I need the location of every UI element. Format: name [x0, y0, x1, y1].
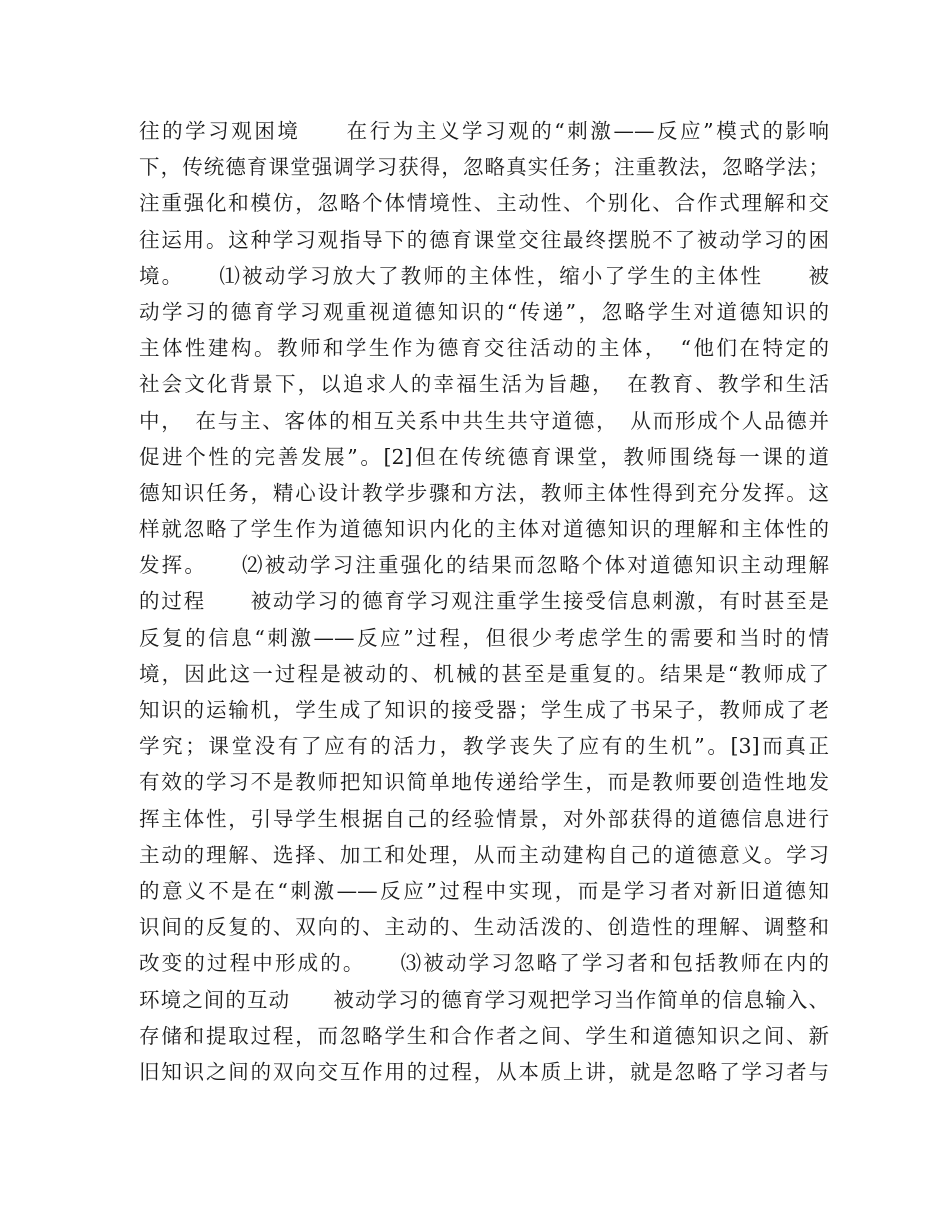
text-line: 德知识任务，精心设计教学步骤和方法，教师主体性得到充分发挥。这 — [139, 480, 829, 505]
text-line: 促进个性的完善发展”。[2]但在传统德育课堂，教师围绕每一课的道 — [139, 444, 829, 469]
body-text — [139, 113, 829, 1090]
text-line: 发挥。 ⑵被动学习注重强化的结果而忽略个体对道德知识主动理解 — [139, 553, 829, 578]
text-line: 存储和提取过程，而忽略学生和合作者之间、学生和道德知识之间、新 — [139, 1023, 829, 1048]
text-line: 社会文化背景下，以追求人的幸福生活为旨趣， 在教育、教学和生活 — [139, 372, 829, 397]
text-line: 注重强化和模仿，忽略个体情境性、主动性、个别化、合作式理解和交 — [139, 191, 829, 216]
text-line: 有效的学习不是教师把知识简单地传递给学生，而是教师要创造性地发 — [139, 770, 829, 795]
text-line: 样就忽略了学生作为道德知识内化的主体对道德知识的理解和主体性的 — [139, 517, 829, 542]
text-line: 境。 ⑴被动学习放大了教师的主体性，缩小了学生的主体性 被 — [139, 263, 829, 288]
text-line: 的意义不是在“刺激——反应”过程中实现，而是学习者对新旧道德知 — [139, 878, 829, 903]
text-line: 挥主体性，引导学生根据自己的经验情景，对外部获得的道德信息进行 — [139, 806, 829, 831]
text-line: 知识的运输机，学生成了知识的接受器；学生成了书呆子，教师成了老 — [139, 698, 829, 722]
text-line: 主动的理解、选择、加工和处理，从而主动建构自己的道德意义。学习 — [139, 842, 829, 867]
text-line: 往运用。这种学习观指导下的德育课堂交往最终摆脱不了被动学习的困 — [139, 227, 829, 252]
text-line: 环境之间的互动 被动学习的德育学习观把学习当作简单的信息输入、 — [139, 987, 829, 1012]
text-line: 旧知识之间的双向交互作用的过程，从本质上讲，就是忽略了学习者与 — [139, 1059, 829, 1084]
text-line: 下，传统德育课堂强调学习获得，忽略真实任务；注重教法，忽略学法； — [139, 155, 829, 180]
text-line: 的过程 被动学习的德育学习观注重学生接受信息刺激，有时甚至是 — [139, 589, 829, 614]
text-line: 改变的过程中形成的。 ⑶被动学习忽略了学习者和包括教师在内的 — [139, 951, 829, 976]
text-line: 主体性建构。教师和学生作为德育交往活动的主体， “他们在特定的 — [139, 336, 829, 361]
text-line: 中， 在与主、客体的相互关系中共生共守道德， 从而形成个人品德并 — [139, 408, 829, 433]
text-line: 往的学习观困境 在行为主义学习观的“刺激——反应”模式的影响 — [139, 119, 829, 143]
text-line: 学究；课堂没有了应有的活力，教学丧失了应有的生机”。[3]而真正 — [139, 734, 829, 759]
text-line: 识间的反复的、双向的、主动的、生动活泼的、创造性的理解、调整和 — [139, 915, 829, 940]
text-line: 境，因此这一过程是被动的、机械的甚至是重复的。结果是“教师成了 — [139, 661, 829, 686]
text-line: 动学习的德育学习观重视道德知识的“传递”，忽略学生对道德知识的 — [139, 299, 829, 324]
text-line: 反复的信息“刺激——反应”过程，但很少考虑学生的需要和当时的情 — [139, 625, 829, 650]
